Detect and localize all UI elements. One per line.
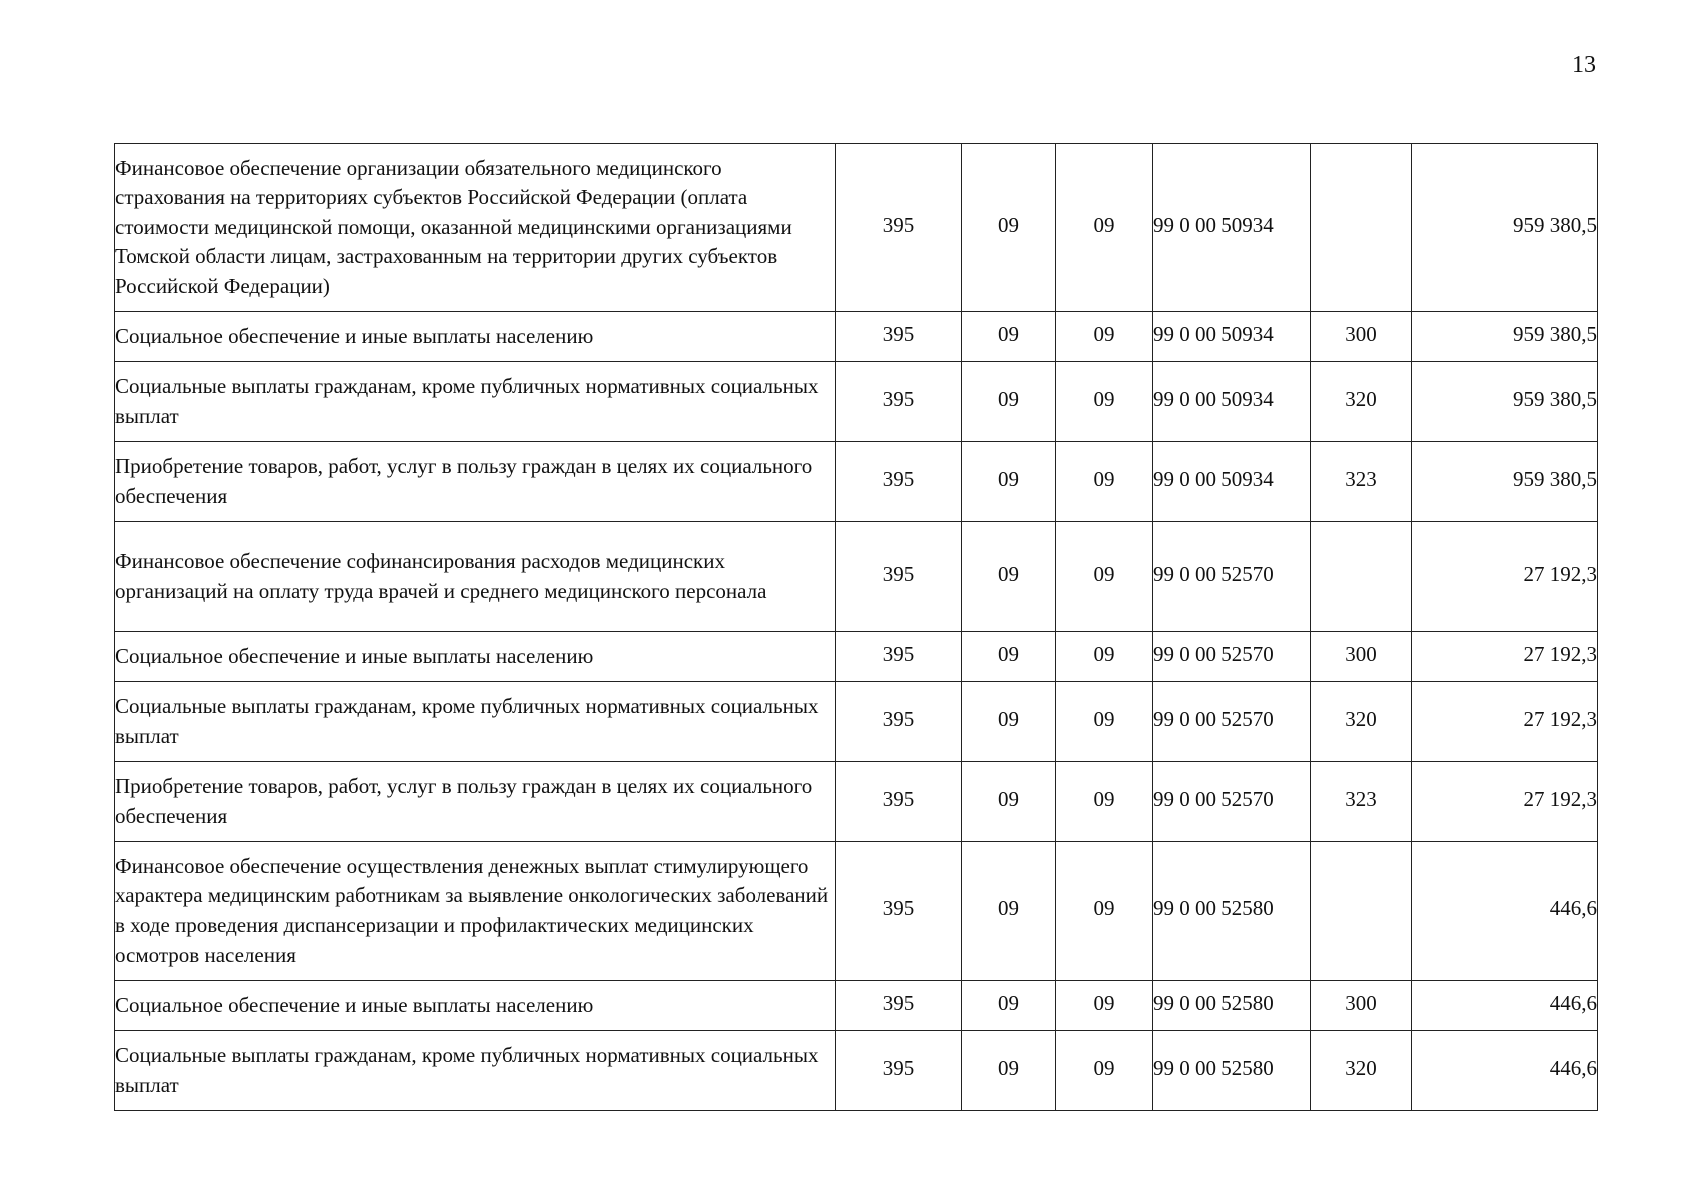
section-code: 09 [998, 321, 1019, 346]
target-article-code: 99 0 00 52570 [1153, 786, 1274, 811]
subsection-code: 09 [1093, 212, 1115, 237]
expense-name: Финансовое обеспечение осуществления денежных выплат стимулирующего характера медицинским работникам за выявление онкологических заболеваний в ходе проведения диспансеризации и профилактических медицинских осмотров населения [115, 842, 836, 981]
section-code: 09 [998, 896, 1019, 921]
ministry-code: 395 [882, 990, 915, 1015]
ministry-code: 395 [882, 706, 915, 731]
amount: 959 380,5 [1513, 212, 1597, 237]
target-article-code: 99 0 00 50934 [1153, 386, 1274, 411]
expense-type-code: 320 [1345, 386, 1377, 411]
expense-name: Социальные выплаты гражданам, кроме публичных нормативных социальных выплат [115, 682, 836, 762]
section-code: 09 [998, 990, 1019, 1015]
expense-type-code: 320 [1345, 1055, 1377, 1080]
section-code: 09 [998, 706, 1019, 731]
expense-name: Социальные выплаты гражданам, кроме публичных нормативных социальных выплат [115, 362, 836, 442]
amount: 446,6 [1549, 1055, 1597, 1080]
expense-name: Приобретение товаров, работ, услуг в пользу граждан в целях их социального обеспечения [115, 762, 836, 842]
target-article-code: 99 0 00 50934 [1153, 321, 1274, 346]
section-code: 09 [998, 466, 1019, 491]
subsection-code: 09 [1093, 706, 1115, 731]
subsection-code: 09 [1093, 1055, 1115, 1080]
table-row [115, 842, 1598, 981]
target-article-code: 99 0 00 50934 [1153, 212, 1274, 237]
amount: 446,6 [1549, 896, 1597, 921]
target-article-code: 99 0 00 50934 [1153, 466, 1274, 491]
table-row [115, 522, 1598, 632]
table-row [115, 442, 1598, 522]
expense-type-code: 300 [1345, 321, 1377, 346]
amount: 959 380,5 [1513, 321, 1597, 346]
expense-type-code: 323 [1345, 786, 1377, 811]
expense-name: Приобретение товаров, работ, услуг в пользу граждан в целях их социального обеспечения [115, 442, 836, 522]
target-article-code: 99 0 00 52580 [1153, 896, 1274, 921]
target-article-code: 99 0 00 52570 [1153, 561, 1274, 586]
subsection-code: 09 [1093, 561, 1115, 586]
ministry-code: 395 [882, 896, 915, 921]
table-row [115, 144, 1598, 312]
expense-name: Финансовое обеспечение софинансирования расходов медицинских организаций на оплату труда врачей и среднего медицинского персонала [115, 522, 836, 632]
expense-name: Социальное обеспечение и иные выплаты населению [115, 981, 836, 1031]
ministry-code: 395 [882, 561, 915, 586]
subsection-code: 09 [1093, 386, 1115, 411]
target-article-code: 99 0 00 52570 [1153, 706, 1274, 731]
ministry-code: 395 [882, 786, 915, 811]
ministry-code: 395 [882, 212, 915, 237]
table-row [115, 981, 1598, 1031]
amount: 959 380,5 [1513, 386, 1597, 411]
subsection-code: 09 [1093, 786, 1115, 811]
table-row [115, 1031, 1598, 1111]
expense-name: Социальное обеспечение и иные выплаты населению [115, 632, 836, 682]
section-code: 09 [998, 1055, 1019, 1080]
section-code: 09 [998, 786, 1019, 811]
expense-type-code: 323 [1345, 466, 1377, 491]
section-code: 09 [998, 386, 1019, 411]
subsection-code: 09 [1093, 466, 1115, 491]
subsection-code: 09 [1093, 990, 1115, 1015]
target-article-code: 99 0 00 52570 [1153, 641, 1274, 666]
budget-table [114, 143, 1598, 1111]
table-row [115, 682, 1598, 762]
amount: 446,6 [1549, 990, 1597, 1015]
expense-name: Социальные выплаты гражданам, кроме публичных нормативных социальных выплат [115, 1031, 836, 1111]
ministry-code: 395 [882, 466, 915, 491]
expense-name: Финансовое обеспечение организации обязательного медицинского страхования на территориях субъектов Российской Федерации (оплата стоимости медицинской помощи, оказанной медицинскими организациями Томской области лицам, застрахованным на территории других субъектов Российской Федерации) [115, 144, 836, 312]
amount: 959 380,5 [1513, 466, 1597, 491]
expense-name: Социальное обеспечение и иные выплаты населению [115, 312, 836, 362]
table-row [115, 312, 1598, 362]
ministry-code: 395 [882, 386, 915, 411]
ministry-code: 395 [882, 641, 915, 666]
subsection-code: 09 [1093, 896, 1115, 921]
section-code: 09 [998, 212, 1019, 237]
expense-type-code: 300 [1345, 990, 1377, 1015]
table-row [115, 632, 1598, 682]
expense-type-code: 300 [1345, 641, 1377, 666]
amount: 27 192,3 [1523, 786, 1597, 811]
page-number: 13 [1572, 52, 1596, 78]
subsection-code: 09 [1093, 641, 1115, 666]
amount: 27 192,3 [1523, 706, 1597, 731]
section-code: 09 [998, 561, 1019, 586]
table-row [115, 762, 1598, 842]
section-code: 09 [998, 641, 1019, 666]
table-row [115, 362, 1598, 442]
ministry-code: 395 [882, 321, 915, 346]
ministry-code: 395 [882, 1055, 915, 1080]
target-article-code: 99 0 00 52580 [1153, 1055, 1274, 1080]
expense-type-code: 320 [1345, 706, 1377, 731]
amount: 27 192,3 [1523, 561, 1597, 586]
amount: 27 192,3 [1523, 641, 1597, 666]
target-article-code: 99 0 00 52580 [1153, 990, 1274, 1015]
subsection-code: 09 [1093, 321, 1115, 346]
